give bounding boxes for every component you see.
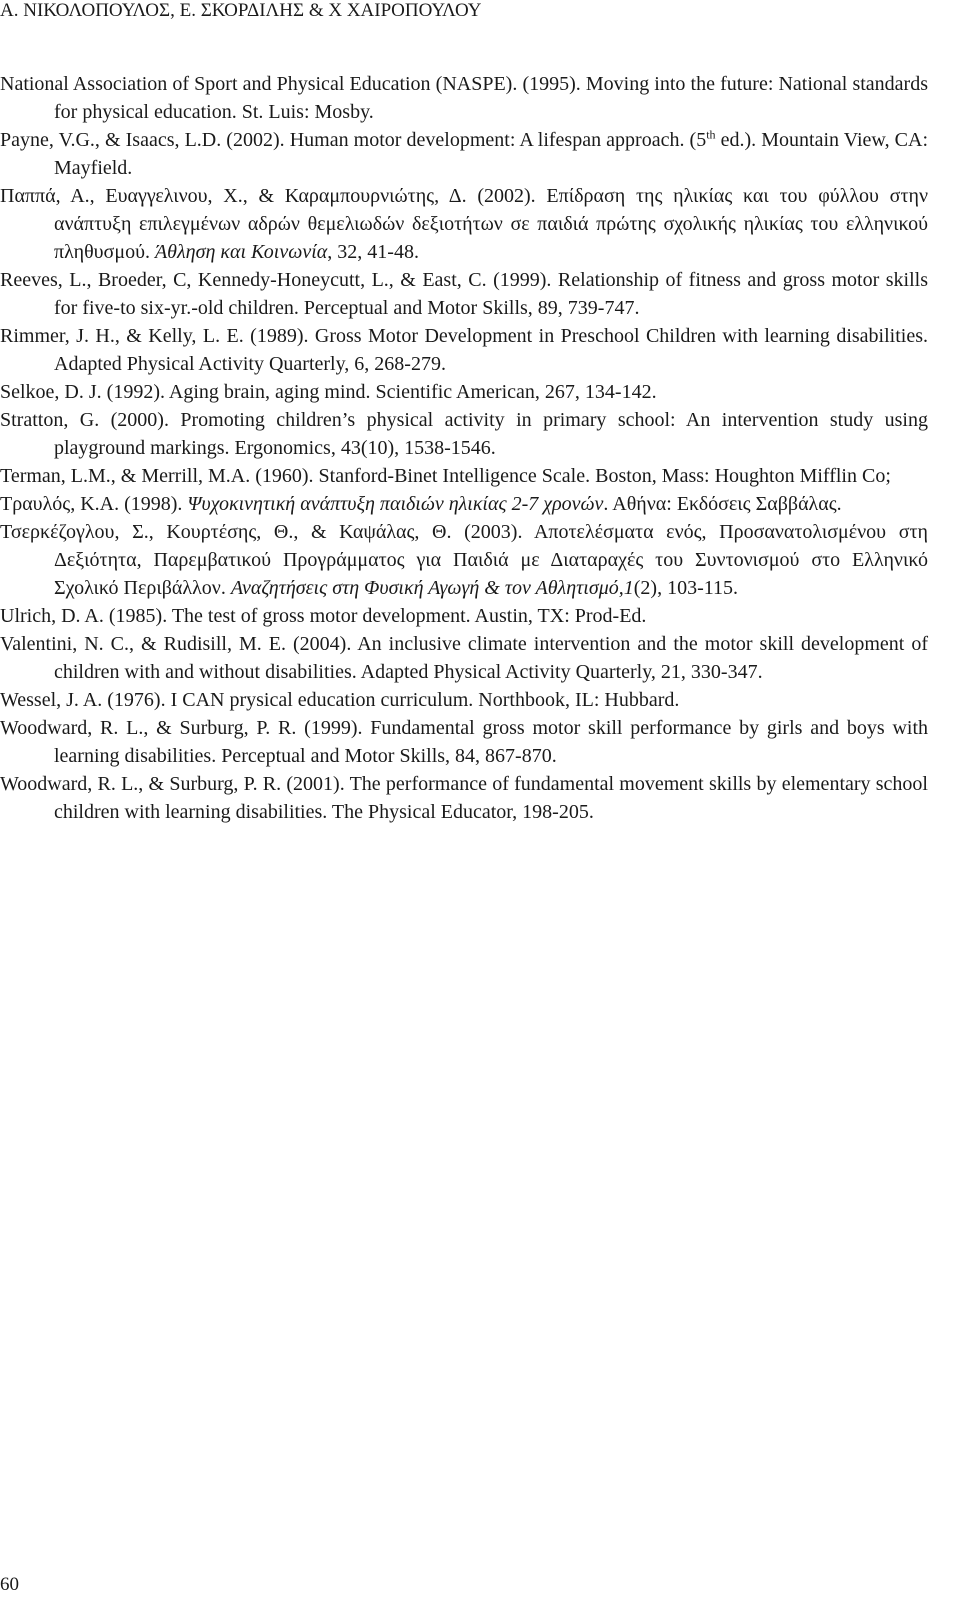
page-number: 60 [0,1574,19,1595]
reference-item: Παππά, Α., Ευαγγελινου, Χ., & Καραμπουρνιώτης, Δ. (2002). Επίδραση της ηλικίας και του φύλλου στην ανάπτυξη επιλεγμένων αδρών θεμελιωδών δεξιοτήτων σε παιδιά πρώτης σχολικής ηλικίας του ελληνικού πληθυσμού. Άθληση και Κοινωνία, 32, 41-48. [0,185,928,263]
running-head: Α. ΝΙΚΟΛΟΠΟΥΛΟΣ, Ε. ΣΚΟΡΔΙΛΗΣ & Χ ΧΑΙΡΟΠΟΥΛΟΥ [0,0,482,21]
reference-item: National Association of Sport and Physical Education (NASPE). (1995). Moving into the future: National standards for physical education. St. Luis: Mosby. [0,73,928,123]
reference-item: Rimmer, J. H., & Kelly, L. E. (1989). Gross Motor Development in Preschool Children with learning disabilities. Adapted Physical Activity Quarterly, 6, 268-279. [0,325,928,375]
reference-item: Payne, V.G., & Isaacs, L.D. (2002). Human motor development: A lifespan approach. (5th ed.). Mountain View, CA: Mayfield. [0,127,928,179]
reference-item: Woodward, R. L., & Surburg, P. R. (2001). The performance of fundamental movement skills by elementary school children with learning disabilities. The Physical Educator, 198-205. [0,773,928,823]
reference-item: Terman, L.M., & Merrill, M.A. (1960). Stanford-Binet Intelligence Scale. Boston, Mass: Houghton Mifflin Co; [0,465,891,487]
reference-item: Wessel, J. A. (1976). I CAN prysical education curriculum. Northbook, IL: Hubbard. [0,689,680,711]
reference-item: Selkoe, D. J. (1992). Aging brain, aging mind. Scientific American, 267, 134-142. [0,381,657,403]
reference-item: Valentini, N. C., & Rudisill, M. E. (2004). An inclusive climate intervention and the motor skill development of children with and without disabilities. Adapted Physical Activity Quarterly, 21, 330-347. [0,633,928,683]
reference-item: Stratton, G. (2000). Promoting children’s physical activity in primary school: An intervention study using playground markings. Ergonomics, 43(10), 1538-1546. [0,409,928,459]
reference-item: Τραυλός, Κ.Α. (1998). Ψυχοκινητική ανάπτυξη παιδιών ηλικίας 2-7 χρονών. Αθήνα: Εκδόσεις Σαββάλας. [0,493,842,515]
reference-item: Reeves, L., Broeder, C, Kennedy-Honeycutt, L., & East, C. (1999). Relationship of fitness and gross motor skills for five-to six-yr.-old children. Perceptual and Motor Skills, 89, 739-747. [0,269,928,319]
reference-item: Woodward, R. L., & Surburg, P. R. (1999). Fundamental gross motor skill performance by girls and boys with learning disabilities. Perceptual and Motor Skills, 84, 867-870. [0,717,928,767]
reference-list [0,70,928,826]
reference-item: Ulrich, D. A. (1985). The test of gross motor development. Austin, TX: Prod-Ed. [0,605,647,627]
reference-item: Τσερκέζογλου, Σ., Κουρτέσης, Θ., & Καψάλας, Θ. (2003). Αποτελέσματα ενός, Προσανατολισμένου στη Δεξιότητα, Παρεμβατικού Προγράμματος για Παιδιά με Διαταραχές του Συντονισμού στο Ελληνικό Σχολικό Περιβάλλον. Αναζητήσεις στη Φυσική Αγωγή & τον Αθλητισμό,1(2), 103-115. [0,521,928,599]
